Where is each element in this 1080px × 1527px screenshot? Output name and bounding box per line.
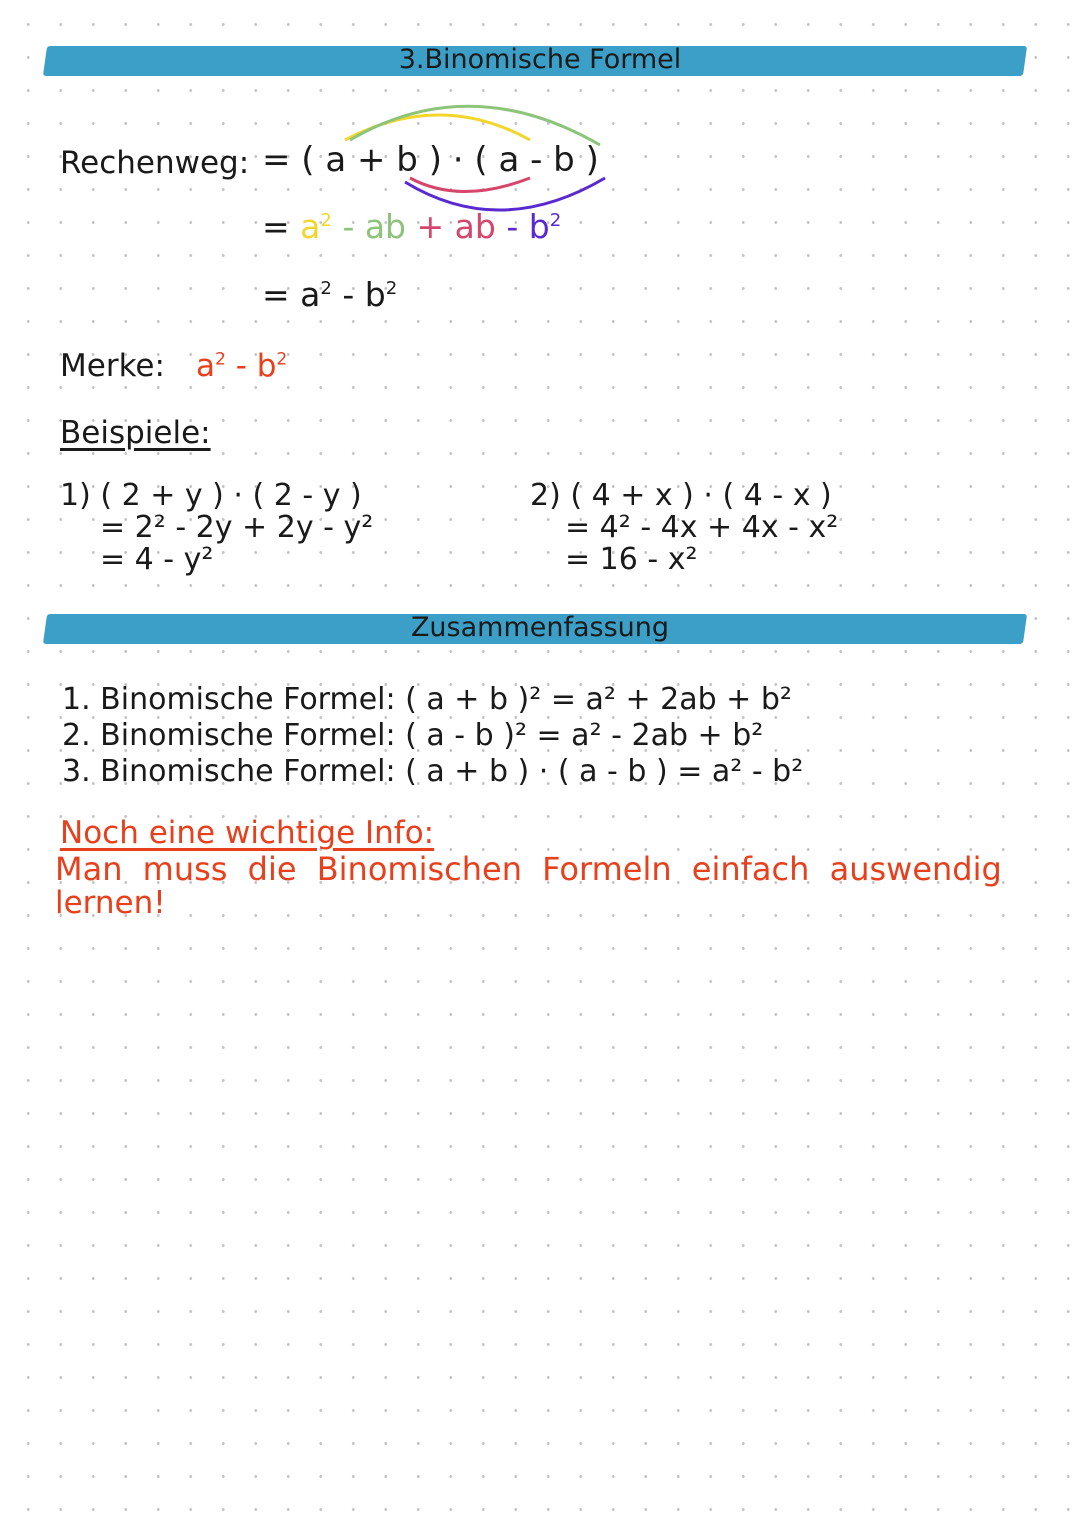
term-minus-ab: - ab — [342, 207, 407, 246]
rechenweg-line-3: = $a^2 - b^2$ — [262, 275, 398, 314]
example-2-header: 2) ( 4 + x ) · ( 4 - x ) — [530, 478, 832, 513]
arc-pink — [410, 178, 530, 192]
beispiele-label: Beispiele: — [60, 415, 211, 451]
arc-violet — [405, 178, 605, 210]
example-1-step-1: = 2² - 2y + 2y - y² — [100, 510, 374, 545]
example-2-step-1: = 4² - 4x + 4x - x² — [565, 510, 839, 545]
term-plus-ab: + ab — [416, 207, 496, 246]
equals: = — [262, 207, 290, 246]
summary-formula-3: 3. Binomische Formel: ( a + b ) · ( a - b ) = a² - b² — [62, 754, 804, 789]
rechenweg-label: Rechenweg: — [60, 145, 250, 181]
example-1-header: 1) ( 2 + y ) · ( 2 - y ) — [60, 478, 362, 513]
info-text-line-2: lernen! — [55, 885, 166, 921]
section-title-binomische-formel: 3.Binomische Formel — [398, 44, 682, 75]
rechenweg-line-1: = ( a + b ) · ( a - b ) — [262, 140, 599, 180]
section-title-zusammenfassung: Zusammenfassung — [410, 612, 670, 643]
summary-formula-1: 1. Binomische Formel: ( a + b )² = a² + 2ab + b² — [62, 682, 792, 717]
summary-formula-2: 2. Binomische Formel: ( a - b )² = a² - 2ab + b² — [62, 718, 764, 753]
example-1-step-2: = 4 - y² — [100, 542, 214, 577]
rechenweg-line-2 — [262, 207, 561, 246]
info-title: Noch eine wichtige Info: — [60, 815, 435, 851]
merke-label: Merke: — [60, 348, 165, 384]
example-2-step-2: = 16 - x² — [565, 542, 698, 577]
term-a-squared: $a^2$ — [300, 207, 332, 246]
info-text-line-1: Man muss die Binomischen Formeln einfach auswendig — [55, 850, 1002, 888]
merke-formula: $a^2 - b^2$ — [196, 348, 288, 384]
term-minus-b-squared: - $b^2$ — [506, 207, 562, 246]
